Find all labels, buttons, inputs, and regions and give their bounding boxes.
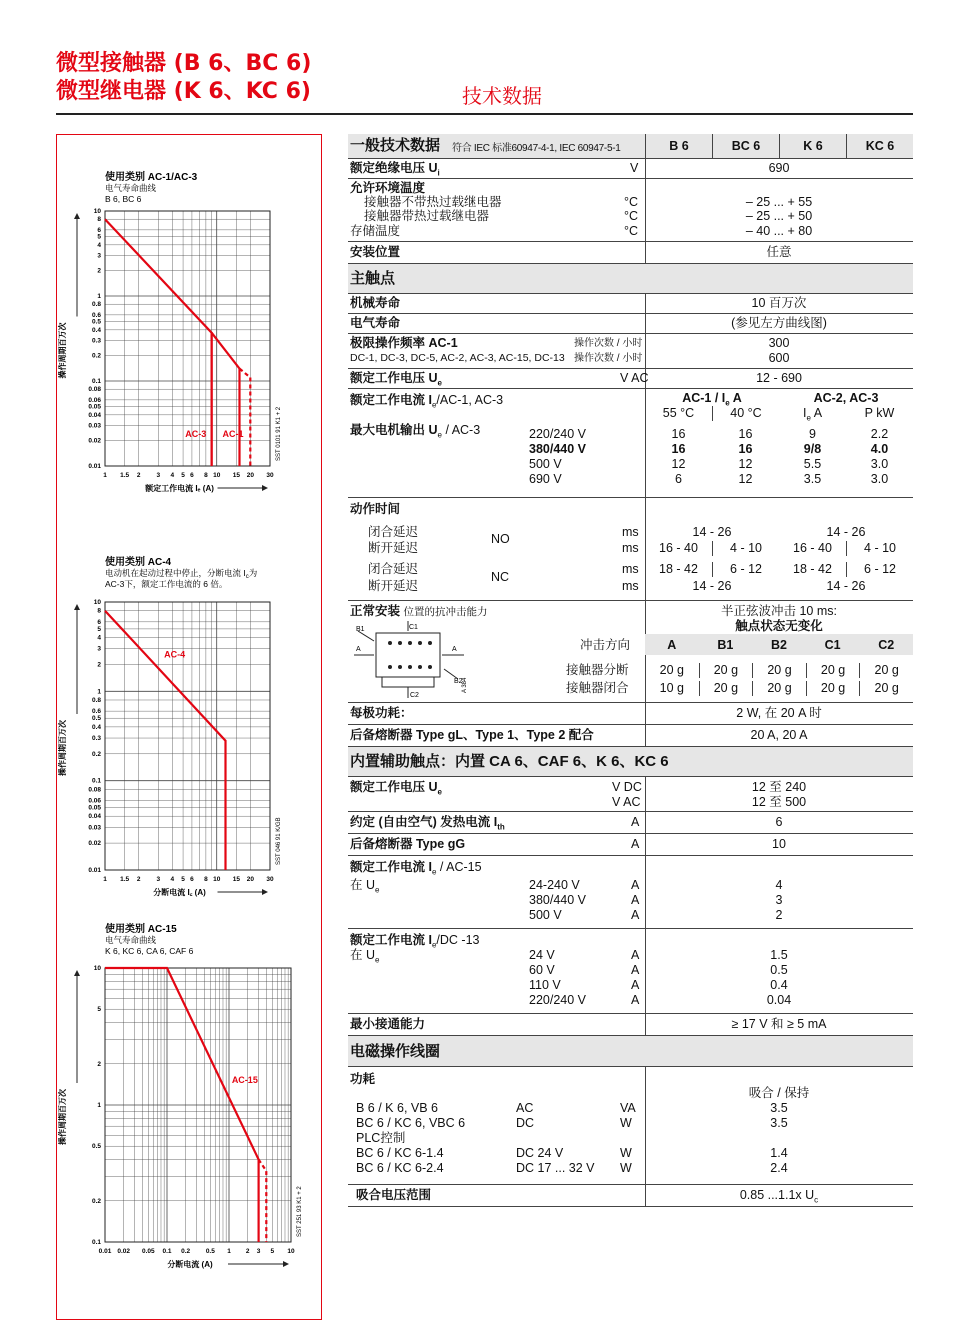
- motor-voltage: 500 V: [529, 457, 562, 471]
- y-tick: 2: [97, 1060, 101, 1068]
- x-tick: 15: [232, 876, 240, 883]
- time-value: 14 - 26: [692, 525, 732, 539]
- x-tick: 1.5: [120, 472, 130, 479]
- coil-supply: DC 17 ... 32 V: [516, 1161, 595, 1175]
- unit: A: [631, 878, 640, 892]
- y-tick: 5: [97, 1006, 101, 1014]
- product-columns: [645, 134, 913, 159]
- motor-value: 16: [738, 427, 753, 441]
- y-tick: 0.04: [88, 411, 101, 419]
- y-arrowhead: [74, 970, 80, 976]
- x-tick: 1.5: [120, 876, 130, 883]
- y-tick: 3: [97, 252, 101, 260]
- unit: A: [631, 948, 640, 962]
- x-tick: 15: [232, 472, 240, 479]
- motor-value: 6: [675, 472, 682, 486]
- svg-text:B2: B2: [454, 678, 463, 685]
- unit: VA: [620, 1101, 636, 1115]
- coil-value: 3.5: [770, 1116, 788, 1130]
- coil-supply: DC 24 V: [516, 1146, 564, 1160]
- y-tick: 6: [97, 618, 101, 626]
- section-coil: 电磁操作线圈: [348, 1036, 913, 1067]
- label: 允许环境温度: [350, 181, 426, 195]
- dc13-voltage: 24 V: [529, 948, 555, 962]
- shock-col-C2: C2: [878, 638, 895, 652]
- motor-value: 5.5: [803, 457, 822, 471]
- time-value: 4 - 10: [846, 541, 913, 556]
- motor-value: 9/8: [803, 442, 822, 456]
- shock-close-value: 20 g: [859, 681, 913, 696]
- coil-value: 3.5: [770, 1101, 788, 1115]
- y-tick: 0.5: [91, 318, 101, 326]
- x-tick: 10: [287, 1248, 295, 1255]
- ac15-value: 2: [775, 908, 783, 922]
- row-ith: 约定 (自由空气) 发热电流 $I_{th}$ A 6: [348, 812, 913, 834]
- x-tick: 2: [245, 1248, 250, 1255]
- y-tick: 0.2: [91, 352, 101, 360]
- row-dc13-current: 额定工作电流 $I_e/DC$ -13 在 $U_e$ 24 V A 1.5 60 V A 0.5 110 V A 0.4 220/240 V A 0.04: [348, 929, 913, 1014]
- unit: A: [631, 978, 640, 992]
- curve-label: AC-1: [222, 428, 244, 439]
- y-tick: 10: [93, 599, 101, 606]
- y-arrowhead: [74, 604, 80, 610]
- unit: A: [631, 993, 640, 1007]
- x-tick: 4: [170, 876, 175, 883]
- y-tick: 0.03: [88, 824, 101, 832]
- y-tick: 8: [97, 607, 101, 615]
- time-value: 14 - 26: [692, 579, 732, 593]
- x-tick: 0.05: [142, 1248, 155, 1255]
- chart-subtitle-2: B 6, BC 6: [105, 194, 142, 204]
- time-value: 16 - 40: [793, 541, 832, 555]
- motor-value: 16: [671, 442, 686, 456]
- chart-ac1-ac3: [57, 170, 282, 493]
- shock-col-B1: B1: [717, 638, 734, 652]
- unit: V: [630, 161, 639, 175]
- y-tick: 0.4: [91, 326, 101, 334]
- time-value: 6 - 12: [712, 562, 779, 577]
- x-arrowhead: [262, 889, 268, 895]
- y-tick: 1: [97, 293, 101, 300]
- motor-value: 3.0: [870, 457, 889, 471]
- unit: W: [620, 1116, 632, 1130]
- y-tick: 0.2: [91, 750, 101, 758]
- unit: A: [631, 893, 640, 907]
- y-tick: 0.5: [91, 1143, 101, 1151]
- chart-subtitle-2: K 6, KC 6, CA 6, CAF 6: [105, 946, 194, 956]
- ac1-curve: [212, 333, 240, 466]
- ac15-voltage: 500 V: [529, 908, 562, 922]
- chart-ac4: [57, 555, 282, 897]
- label: 额定绝缘电压 U: [350, 161, 438, 175]
- x-tick: 20: [246, 876, 254, 883]
- x-tick: 2: [136, 472, 141, 479]
- x-tick: 6: [190, 876, 194, 883]
- tech-data-table: [348, 134, 913, 1207]
- drawing-code: SST 046 91 K/GB: [276, 817, 282, 865]
- x-tick: 4: [170, 472, 175, 479]
- y-tick: 0.5: [91, 715, 101, 723]
- x-tick: 0.1: [162, 1248, 172, 1255]
- chart-subtitle-2: AC-3下，额定工作电流的 6 倍。: [105, 579, 228, 589]
- motor-value: 12: [738, 472, 753, 486]
- time-value: 6 - 12: [846, 562, 913, 577]
- shock-close-value: 10 g: [659, 681, 684, 695]
- x-arrowhead: [262, 485, 268, 491]
- motor-value: 12: [738, 457, 753, 471]
- y-axis-label: 操作周期百万次: [58, 1089, 67, 1145]
- y-tick: 0.02: [88, 840, 101, 848]
- x-tick: 0.5: [205, 1248, 215, 1255]
- coil-model: B 6 / K 6, VB 6: [356, 1101, 438, 1115]
- charts-svg: [57, 135, 323, 1321]
- row-coil-consumption: 功耗 吸合 / 保持 B 6 / K 6, VB 6 AC VA 3.5 BC 6 / KC 6, VBC 6 DC W 3.5 PLC控制 BC 6 / KC 6-1.4 DC 24 V W 1.4 BC 6 / KC 6-2.4 DC 17 ... 32 V W 2.4: [348, 1067, 913, 1185]
- motor-value: 3.0: [870, 472, 889, 486]
- motor-value: 9: [809, 427, 816, 441]
- y-tick: 0.3: [91, 337, 101, 345]
- x-tick: 30: [266, 472, 274, 479]
- row-backup-fuse: 后备熔断器 Type gL、Type 1、Type 2 配合 20 A, 20 A: [348, 725, 913, 747]
- header-rule: [56, 113, 913, 115]
- x-tick: 0.2: [181, 1248, 191, 1255]
- y-axis-label: 操作周期百万次: [58, 322, 67, 379]
- y-tick: 6: [97, 226, 101, 234]
- chart-ac15: [57, 922, 303, 1269]
- y-tick: 0.05: [88, 804, 101, 812]
- row-rated-voltage: 额定工作电压 $U_e$ V AC 12 - 690: [348, 369, 913, 389]
- row-ambient-temp: 允许环境温度 接触器不带热过载继电器 接触器带热过载继电器 存储温度 °C °C °C – 25 ... + 55 – 25 ... + 50 – 40 ... + 80: [348, 179, 913, 242]
- time-value: 16 - 40: [659, 541, 698, 555]
- x-tick: 10: [213, 472, 221, 479]
- y-tick: 4: [97, 634, 101, 642]
- row-ac15-current: 额定工作电流 $I_e / AC-15$ 在 $U_e$ 24-240 V A 4 380/440 V A 3 500 V A 2: [348, 856, 913, 929]
- title-line-2: 微型继电器 (K 6、KC 6): [56, 79, 311, 104]
- section-aux-contacts: 内置辅助触点：内置 CA 6、CAF 6、K 6、KC 6: [348, 747, 913, 777]
- row-op-frequency: 极限操作频率 AC-1 DC-1, DC-3, DC-5, AC-2, AC-3, AC-15, DC-13 操作次数 / 小时 操作次数 / 小时 300 600: [348, 334, 913, 369]
- coil-model: BC 6 / KC 6-2.4: [356, 1161, 444, 1175]
- y-tick: 0.05: [88, 403, 101, 411]
- time-value: 18 - 42: [793, 562, 832, 576]
- x-tick: 5: [270, 1248, 275, 1255]
- y-tick: 0.01: [88, 463, 101, 470]
- motor-value: 2.2: [870, 427, 889, 441]
- y-tick: 0.08: [88, 386, 101, 394]
- coil-value: 1.4: [770, 1146, 788, 1160]
- shock-col-A: A: [667, 638, 677, 652]
- x-tick: 3: [156, 876, 161, 883]
- x-tick: 1: [103, 876, 107, 883]
- x-tick: 10: [213, 876, 221, 883]
- y-tick: 2: [97, 267, 101, 275]
- table-header-row: [348, 134, 913, 159]
- col-k6: K 6: [779, 134, 846, 159]
- y-tick: 0.06: [88, 797, 101, 805]
- row-elec-life: 电气寿命 (参见左方曲线图): [348, 314, 913, 334]
- x-axis-label: 分断电流 (A): [167, 1260, 213, 1269]
- sub-c: 存储温度: [350, 224, 401, 238]
- motor-value: 16: [738, 442, 753, 456]
- dc13-voltage: 220/240 V: [529, 993, 586, 1007]
- dc13-value: 0.4: [770, 978, 788, 992]
- chart-subtitle: 电气寿命曲线: [105, 935, 157, 945]
- x-tick: 8: [204, 876, 208, 883]
- y-tick: 0.1: [91, 777, 101, 785]
- row-power-loss: 每极功耗： 2 W, 在 20 A 时: [348, 703, 913, 725]
- coil-value: 2.4: [770, 1161, 788, 1175]
- row-operating-time: 动作时间 闭合延迟 断开延迟 闭合延迟 断开延迟 NO NC ms ms ms ms 14 - 26 14 - 26 16 - 40 4 - 10 16 - 40 4 - 10 18 - 42 6 - 12 18 - 42 6 - 12 14 - 26 14 - 26: [348, 498, 913, 601]
- time-value: 4 - 10: [712, 541, 779, 556]
- ac1-dashed: [240, 369, 251, 466]
- value: 690: [768, 161, 790, 175]
- row-min-switching: 最小接通能力 ≥ 17 V 和 ≥ 5 mA: [348, 1014, 913, 1036]
- time-value: 14 - 26: [826, 579, 866, 593]
- shock-direction-diagram: [352, 621, 470, 699]
- shock-close-value: 20 g: [752, 681, 806, 696]
- y-arrowhead: [74, 213, 80, 219]
- sub-b: 接触器带热过载继电器: [364, 209, 490, 223]
- y-tick: 0.01: [88, 867, 101, 874]
- shock-open-value: 20 g: [806, 663, 860, 678]
- x-tick: 0.02: [117, 1248, 130, 1255]
- chart-subtitle: 电气寿命曲线: [105, 183, 157, 193]
- plot-frame: [105, 211, 270, 466]
- row-aux-voltage: 额定工作电压 $U_e$ V DC V AC 12 至 240 12 至 500: [348, 777, 913, 812]
- y-tick: 1: [97, 688, 101, 696]
- coil-model: PLC控制: [356, 1131, 406, 1145]
- svg-text:A: A: [356, 646, 361, 653]
- title-line-1: 微型接触器 (B 6、BC 6): [56, 51, 312, 76]
- y-tick: 0.3: [91, 735, 101, 743]
- x-tick: 30: [266, 876, 274, 883]
- shock-col-B2: B2: [770, 638, 787, 652]
- coil-supply: DC: [516, 1116, 535, 1130]
- shock-open-value: 20 g: [752, 663, 806, 678]
- page-subtitle: 技术数据: [462, 84, 542, 108]
- unit: W: [620, 1146, 632, 1160]
- row-pickup-range: 吸合电压范围 0.85 ...1.1x $U_c$: [348, 1185, 913, 1207]
- y-tick: 0.8: [91, 696, 101, 704]
- drawing-code: SST 251 93 K1 + 2: [297, 1186, 303, 1237]
- svg-text:C2: C2: [410, 692, 419, 699]
- x-tick: 1: [227, 1248, 231, 1255]
- col-bc6: BC 6: [712, 134, 779, 159]
- y-tick: 0.04: [88, 813, 101, 821]
- sub-a: 接触器不带热过载继电器: [364, 195, 502, 209]
- coil-model: BC 6 / KC 6, VBC 6: [356, 1116, 466, 1130]
- svg-text:A 384: A 384: [462, 677, 468, 693]
- motor-value: 12: [671, 457, 686, 471]
- y-tick: 0.4: [91, 723, 101, 731]
- unit: A: [631, 963, 640, 977]
- chart-subtitle: 电动机在起动过程中停止，分断电流 $I_c$为: [105, 568, 258, 580]
- svg-text:C1: C1: [409, 624, 418, 631]
- y-tick: 0.03: [88, 422, 101, 430]
- x-tick: 3: [156, 472, 161, 479]
- x-tick: 6: [190, 472, 194, 479]
- shock-close-value: 20 g: [699, 681, 753, 696]
- y-tick: 0.6: [91, 311, 101, 319]
- ac15-voltage: 380/440 V: [529, 893, 586, 907]
- y-tick: 0.06: [88, 396, 101, 404]
- time-value: 18 - 42: [659, 562, 698, 576]
- x-tick: 8: [204, 472, 208, 479]
- standard-ref: 符合 IEC 标准60947-4-1, IEC 60947-5-1: [452, 143, 621, 154]
- unit: W: [620, 1161, 632, 1175]
- x-axis-label: 额定工作电流 Iₑ (A): [145, 484, 214, 493]
- dc13-voltage: 110 V: [529, 978, 561, 992]
- svg-text:A: A: [452, 646, 457, 653]
- motor-voltage: 690 V: [529, 472, 562, 486]
- charts-panel: [56, 134, 322, 1320]
- motor-voltage: 220/240 V: [529, 427, 586, 441]
- x-tick: 20: [246, 472, 254, 479]
- x-tick: 0.01: [98, 1248, 112, 1255]
- chart-title: 使用类别 AC-4: [105, 557, 172, 568]
- chart-title: 使用类别 AC-1/AC-3: [105, 172, 198, 183]
- general-heading: 一般技术数据: [350, 137, 441, 154]
- shock-close-value: 20 g: [806, 681, 860, 696]
- y-tick: 4: [97, 241, 101, 249]
- y-tick: 5: [97, 625, 101, 633]
- shock-open-value: 20 g: [699, 663, 753, 678]
- time-value: 14 - 26: [826, 525, 866, 539]
- motor-voltage: 380/440 V: [529, 442, 586, 456]
- y-tick: 10: [93, 208, 101, 215]
- row-rated-current: 额定工作电流 $I_e/AC-1$, AC-3 最大电机输出 $U_e / AC-3$ $AC-1 / I_e$ A AC-2, AC-3 55 °C 40 °C $I_e$ A P kW 220/240 V 16 16 9 2.2 380/440 V 16 16 9/8 4.0 500 V 12 12 5.5 3.0 690 V 6 12 3.5 3.0: [348, 389, 913, 498]
- motor-value: 16: [671, 427, 686, 441]
- plot-frame: [105, 602, 270, 870]
- y-tick: 1: [97, 1102, 101, 1109]
- row-shock-resistance: 正常安装 位置的抗冲击能力 C1 B1 A A B2 C2 A 384 冲击方向 接触器分断 接触器闭合 半正弦波冲击 10 ms: 触点状态无变化 A 20 g 10 g B1 20 g 20 g B2 20 g 20 g C1 20 g 20 g C2 20 g 20 g: [348, 601, 913, 703]
- y-tick: 0.2: [91, 1197, 101, 1205]
- y-tick: 10: [93, 965, 101, 972]
- shock-col-C1: C1: [824, 638, 841, 652]
- y-tick: 0.6: [91, 708, 101, 716]
- coil-supply: AC: [516, 1101, 534, 1115]
- drawing-code: SST 0101 91 K1 + 2: [276, 406, 282, 461]
- col-kc6: KC 6: [846, 134, 913, 159]
- col-b6: B 6: [645, 134, 712, 159]
- row-mech-life: 机械寿命 10 百万次: [348, 294, 913, 314]
- y-tick: 8: [97, 216, 101, 224]
- shock-open-value: 20 g: [859, 663, 913, 678]
- y-tick: 0.1: [91, 378, 101, 385]
- y-tick: 5: [97, 233, 101, 241]
- x-axis-label: 分断电流 I꜀ (A): [153, 888, 206, 897]
- page-title: [56, 50, 311, 106]
- curve-label: AC-4: [164, 649, 186, 660]
- dc13-value: 1.5: [770, 948, 788, 962]
- y-axis-label: 操作周期百万次: [58, 720, 67, 776]
- ac15-voltage: 24-240 V: [529, 878, 580, 892]
- chart-title: 使用类别 AC-15: [105, 924, 177, 935]
- row-mounting: 安装位置 任意: [348, 242, 913, 264]
- curve-label: AC-15: [231, 1074, 258, 1085]
- x-tick: 3: [256, 1248, 261, 1255]
- coil-model: BC 6 / KC 6-1.4: [356, 1146, 444, 1160]
- dc13-value: 0.5: [770, 963, 788, 977]
- dc13-value: 0.04: [766, 993, 792, 1007]
- x-tick: 1: [103, 472, 107, 479]
- curve-label: AC-3: [185, 428, 207, 439]
- y-tick: 0.08: [88, 786, 101, 794]
- y-tick: 0.02: [88, 437, 101, 445]
- x-arrowhead: [283, 1261, 289, 1267]
- y-tick: 3: [97, 645, 101, 653]
- section-main-contacts: 主触点: [348, 264, 913, 294]
- x-tick: 5: [181, 876, 185, 883]
- x-tick: 2: [136, 876, 141, 883]
- motor-value: 4.0: [870, 442, 889, 456]
- svg-text:B1: B1: [356, 626, 365, 633]
- row-insulation-voltage: 额定绝缘电压 $U_i$ V 690: [348, 159, 913, 179]
- ac15-value: 4: [775, 878, 783, 892]
- y-tick: 0.1: [91, 1239, 101, 1246]
- y-tick: 2: [97, 661, 101, 669]
- shock-open-value: 20 g: [659, 663, 684, 677]
- y-tick: 0.8: [91, 301, 101, 309]
- unit: A: [631, 908, 640, 922]
- motor-value: 3.5: [803, 472, 822, 486]
- dc13-voltage: 60 V: [529, 963, 555, 977]
- x-tick: 5: [181, 472, 185, 479]
- row-gg-fuse: 后备熔断器 Type gG A 10: [348, 834, 913, 856]
- ac15-value: 3: [775, 893, 783, 907]
